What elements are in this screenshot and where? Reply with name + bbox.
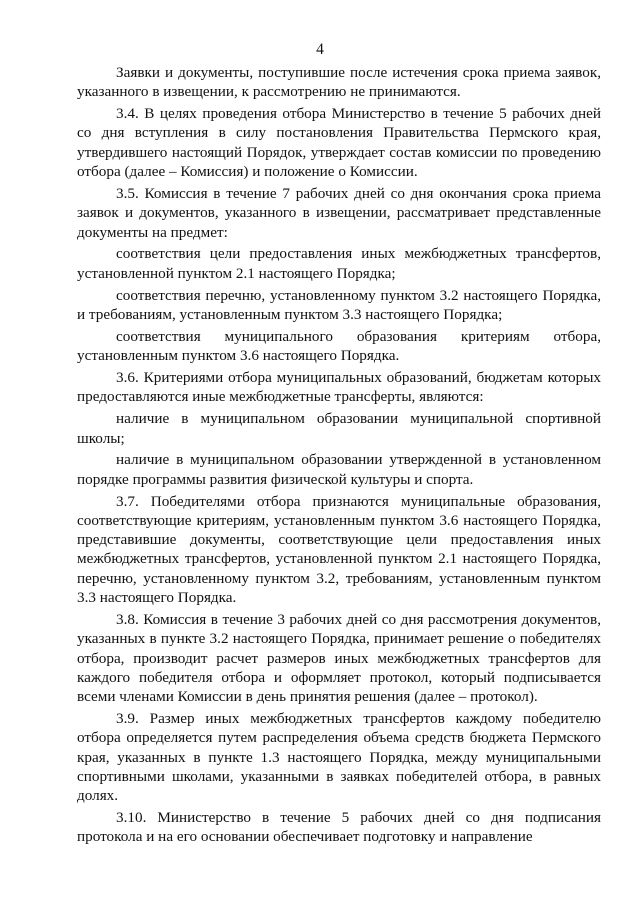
paragraph-3-5-item-2: соответствия перечню, установленному пунктом 3.2 настоящего Порядка, и требованиям, установленным пунктом 3.3 настоящего Порядка; (77, 286, 601, 323)
page-number: 4 (316, 41, 324, 58)
document-body (77, 63, 601, 847)
paragraph-3-6-item-2: наличие в муниципальном образовании утвержденной в установленном порядке программы развития физической культуры и спорта. (77, 451, 601, 488)
paragraph-3-4: 3.4. В целях проведения отбора Министерство в течение 5 рабочих дней со дня вступления в силу постановления Правительства Пермского края, утвердившего настоящий Порядок, утверждает состав комиссии по проведению отбора (далее – Комиссия) и положение о Комиссии. (77, 105, 601, 181)
paragraph-3-7: 3.7. Победителями отбора признаются муниципальные образования, соответствующие критериям, установленным пунктом 3.6 настоящего Порядка, представившие документы, соответствующие цели предоставления иных межбюджетных трансфертов, установленной пунктом 2.1 настоящего Порядка, перечню, установленному пунктом 3.2, требованиям, установленным пунктом 3.3 настоящего Порядка. (77, 492, 601, 607)
paragraph-3-6-item-1: наличие в муниципальном образовании муниципальной спортивной школы; (77, 410, 601, 447)
paragraph-3-5-item-3: соответствия муниципального образования критериям отбора, установленным пунктом 3.6 настоящего Порядка. (77, 327, 601, 365)
paragraph-3-6: 3.6. Критериями отбора муниципальных образований, бюджетам которых предоставляются иные межбюджетные трансферты, являются: (77, 369, 601, 406)
paragraph-3-5-item-1: соответствия цели предоставления иных межбюджетных трансфертов, установленной пунктом 2.1 настоящего Порядка; (77, 245, 601, 282)
paragraph-3-5: 3.5. Комиссия в течение 7 рабочих дней со дня окончания срока приема заявок и документов, указанного в извещении, рассматривает представленные документы на предмет: (77, 184, 601, 241)
paragraph-3-9: 3.9. Размер иных межбюджетных трансфертов каждому победителю отбора определяется путем распределения объема средств бюджета Пермского края, указанных в пункте 1.3 настоящего Порядка, между муниципальными спортивными школами, указанными в заявках победителей отбора, в равных долях. (77, 710, 601, 805)
paragraph-3-8: 3.8. Комиссия в течение 3 рабочих дней со дня рассмотрения документов, указанных в пункте 3.2 настоящего Порядка, принимает решение о победителях отбора, производит расчет размеров иных межбюджетных трансфертов для каждого победителя отбора и оформляет протокол, который подписывается всеми членами Комиссии в день принятия решения (далее – протокол). (77, 610, 601, 706)
paragraph-3-10: 3.10. Министерство в течение 5 рабочих дней со дня подписания протокола и на его основании обеспечивает подготовку и направление (77, 809, 601, 846)
paragraph-late-applications: Заявки и документы, поступившие после истечения срока приема заявок, указанного в извещении, к рассмотрению не принимаются. (77, 64, 601, 101)
